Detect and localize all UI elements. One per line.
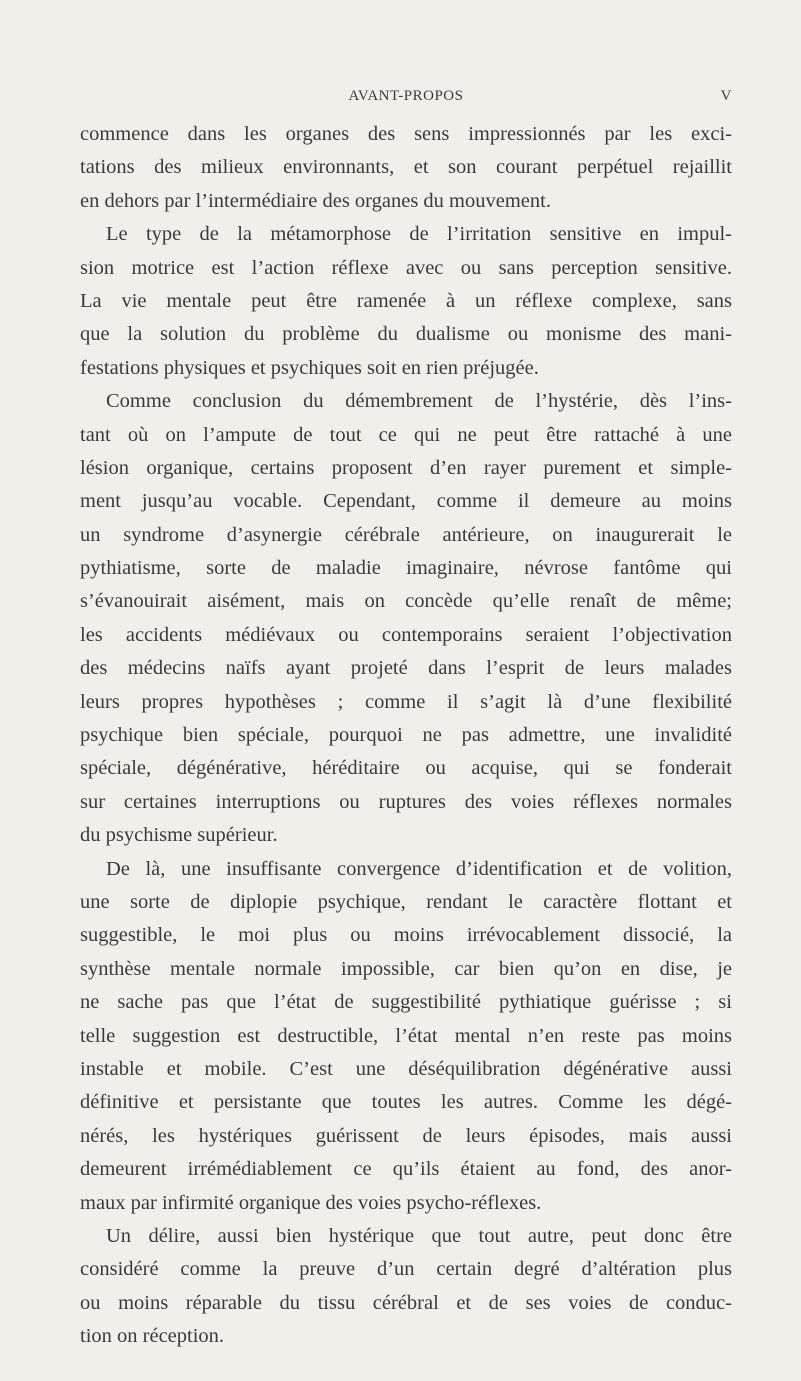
text-line: considéré comme la preuve d’un certain degré d’altération plus — [80, 1258, 732, 1281]
text-line: commence dans les organes des sens impressionnés par les exci- — [80, 123, 732, 145]
text-line: Le type de la métamorphose de l’irritation sensitive en impul- — [106, 223, 732, 246]
body-text — [80, 118, 732, 1353]
text-line: lésion organique, certains proposent d’en rayer purement et simple- — [80, 456, 732, 479]
text-line: Un délire, aussi bien hystérique que tout autre, peut donc être — [106, 1224, 732, 1247]
text-line: un syndrome d’asynergie cérébrale antérieure, on inaugurerait le — [80, 523, 732, 546]
text-line: ne sache pas que l’état de suggestibilité pythiatique guérisse ; si — [80, 991, 732, 1014]
running-head — [80, 88, 732, 112]
text-line: tion on réception. — [80, 1325, 225, 1348]
text-line: pythiatisme, sorte de maladie imaginaire, névrose fantôme qui — [80, 557, 732, 580]
text-line: spéciale, dégénérative, héréditaire ou acquise, qui se fonderait — [80, 757, 732, 780]
text-line: sion motrice est l’action réflexe avec ou sans perception sensitive. — [80, 256, 732, 279]
text-line: La vie mentale peut être ramenée à un réflexe complexe, sans — [80, 289, 732, 312]
text-line: demeurent irrémédiablement ce qu’ils étaient au fond, des anor- — [80, 1158, 732, 1181]
text-line: telle suggestion est destructible, l’état mental n’en reste pas moins — [80, 1024, 732, 1047]
page-number: V — [720, 88, 732, 104]
text-line: Comme conclusion du démembrement de l’hystérie, dès l’ins- — [106, 390, 732, 413]
text-line: nérés, les hystériques guérissent de leurs épisodes, mais aussi — [80, 1124, 732, 1147]
text-line: leurs propres hypothèses ; comme il s’agit là d’une flexibilité — [80, 690, 732, 713]
text-line: psychique bien spéciale, pourquoi ne pas admettre, une invalidité — [80, 724, 732, 747]
text-line: en dehors par l’intermédiaire des organes du mouvement. — [80, 189, 551, 212]
text-line: ment jusqu’au vocable. Cependant, comme il demeure au moins — [80, 490, 732, 513]
text-line: des médecins naïfs ayant projeté dans l’esprit de leurs malades — [80, 657, 732, 680]
text-line: définitive et persistante que toutes les autres. Comme les dégé- — [80, 1091, 732, 1114]
text-line: synthèse mentale normale impossible, car bien qu’on en dise, je — [80, 957, 732, 980]
text-line: les accidents médiévaux ou contemporains seraient l’objectivation — [80, 623, 732, 646]
text-line: du psychisme supérieur. — [80, 824, 278, 847]
text-line: suggestible, le moi plus ou moins irrévocablement dissocié, la — [80, 924, 732, 947]
text-line: maux par infirmité organique des voies psycho-réflexes. — [80, 1191, 542, 1214]
running-head-title: AVANT-PROPOS — [348, 88, 464, 104]
text-line: ou moins réparable du tissu cérébral et de ses voies de conduc- — [80, 1291, 732, 1314]
text-line: festations physiques et psychiques soit en rien préjugée. — [80, 356, 539, 379]
text-line: s’évanouirait aisément, mais on concède qu’elle renaît de même; — [80, 590, 732, 613]
text-line: sur certaines interruptions ou ruptures des voies réflexes normales — [80, 790, 732, 813]
text-line: tant où on l’ampute de tout ce qui ne peut être rattaché à une — [80, 423, 732, 446]
text-line: que la solution du problème du dualisme ou monisme des mani- — [80, 323, 732, 346]
text-line: une sorte de diplopie psychique, rendant le caractère flottant et — [80, 890, 732, 913]
text-line: instable et mobile. C’est une déséquilibration dégénérative aussi — [80, 1057, 732, 1080]
text-line: tations des milieux environnants, et son courant perpétuel rejaillit — [80, 156, 732, 179]
text-line: De là, une insuffisante convergence d’identification et de volition, — [106, 857, 732, 880]
